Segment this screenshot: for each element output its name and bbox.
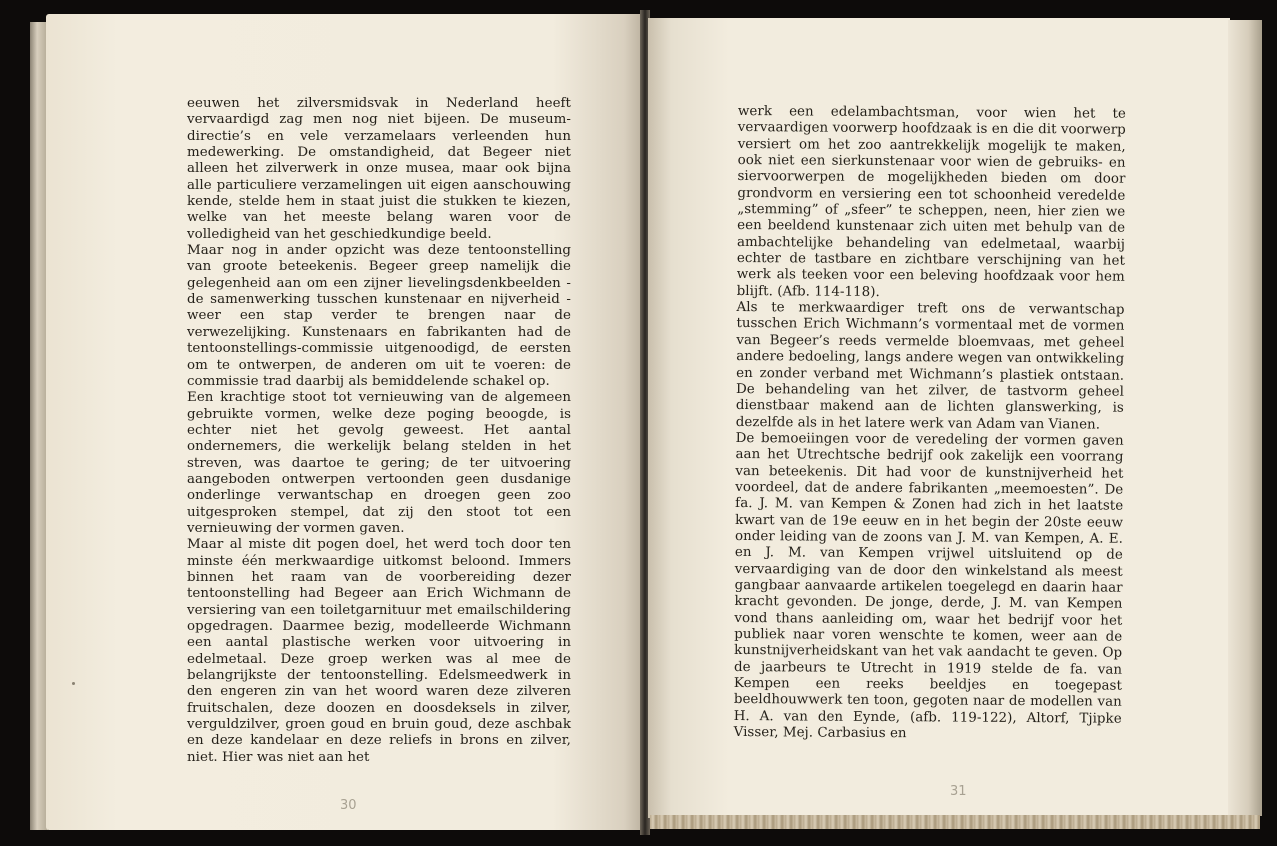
- right-page-bottom-edge: [650, 815, 1260, 829]
- left-page-text: [187, 96, 571, 766]
- right-page-number: 31: [950, 784, 967, 799]
- left-page-number: 30: [340, 798, 357, 813]
- right-page-stack-edge: [1228, 20, 1262, 816]
- right-page-text: [734, 104, 1126, 744]
- paragraph: Maar al miste dit pogen doel, het werd toch door ten minste één merkwaardige uitkomst beloond. Immers binnen het raam van de voorbereiding dezer tentoonstelling had Begeer aan Erich Wichmann de versiering van een toiletgarnituur met emailschildering opgedragen. Daarmee bezig, modelleerde Wichmann een aantal plastische werken voor uitvoering in edelmetaal. Deze groep werken was al mee de belangrijkste der tentoonstelling. Edelsmeedwerk in den engeren zin van het woord waren deze zilveren fruitschalen, deze doozen en doosdeksels in zilver, verguldzilver, groen goud en bruin goud, deze aschbak en deze kandelaar en deze reliefs in brons en zilver, niet. Hier was niet aan het: [187, 537, 571, 765]
- paragraph: De bemoeiingen voor de veredeling der vormen gaven aan het Utrechtsche bedrijf ook zakelijk een voorrang van beteekenis. Dit had voor de kunstnijverheid het voordeel, dat de andere fabrikanten „meemoesten”. De fa. J. M. van Kempen & Zonen had zich in het laatste kwart van de 19e eeuw en in het begin der 20ste eeuw onder leiding van de zoons van J. M. van Kempen, A. E. en J. M. van Kempen vrijwel uitsluitend op de vervaardiging van de door den winkelstand als meest gangbaar aanvaarde artikelen toegelegd en daarin haar kracht gevonden. De jonge, derde, J. M. van Kempen vond thans aanleiding om, waar het bedrijf voor het publiek naar voren wenschte te komen, weer aan de kunstnijverheidskant van het vak aandacht te geven. Op de jaarbeurs te Utrecht in 1919 stelde de fa. van Kempen een reeks beeldjes en toegepast beeldhouwwerk ten toon, gegoten naar de modellen van H. A. van den Eynde, (afb. 119-122), Altorf, Tjipke Visser, Mej. Carbasius en: [733, 430, 1124, 742]
- paragraph: eeuwen het zilversmidsvak in Nederland heeft vervaardigd zag men nog niet bijeen. De museum-directie’s en vele verzamelaars verleenden hun medewerking. De omstandigheid, dat Begeer niet alleen het zilverwerk in onze musea, maar ook bijna alle particuliere verzamelingen uit eigen aanschouwing kende, stelde hem in staat juist die stukken te kiezen, welke van het meeste belang waren voor de volledigheid van het geschiedkundige beeld.: [187, 96, 571, 242]
- paragraph: Een krachtige stoot tot vernieuwing van de algemeen gebruikte vormen, welke deze poging beoogde, is echter niet het gevolg geweest. Het aantal ondernemers, die werkelijk belang stelden in het streven, was daartoe te gering; de ter uitvoering aangeboden ontwerpen vertoonden geen dusdanige onderlinge verwantschap en droegen geen zoo uitgesproken stempel, dat zij den stoot tot een vernieuwing der vormen gaven.: [187, 390, 571, 536]
- paragraph: Als te merkwaardiger treft ons de verwantschap tusschen Erich Wichmann’s vormentaal met de vormen van Begeer’s reeds vermelde bloemvaas, met geheel andere bedoeling, langs andere wegen van ontwikkeling en zonder verband met Wichmann’s plastiek ontstaan. De behandeling van het zilver, de tastvorm geheel dienstbaar makend aan de lichten glanswerking, is dezelfde als in het latere werk van Adam van Vianen.: [735, 300, 1125, 433]
- paragraph: werk een edelambachtsman, voor wien het te vervaardigen voorwerp hoofdzaak is en die dit voorwerp versiert om het zoo aantrekkelijk mogelijk te maken, ook niet een sierkunstenaar voor wien de gebruiks- en siervoorwerpen de mogelijkheden bieden om door grondvorm en versiering een tot schoonheid veredelde „stemming” of „sfeer” te scheppen, neen, hier zien we een beeldend kunstenaar zich uiten met behulp van de ambachtelijke behandeling van edelmetaal, waarbij echter de tastbare en zichtbare verschijning van het werk als teeken voor een beleving hoofdzaak voor hem blijft. (Afb. 114-118).: [736, 104, 1126, 300]
- paragraph: Maar nog in ander opzicht was deze tentoonstelling van groote beteekenis. Begeer greep namelijk die gelegenheid aan om een zijner lievelingsdenkbeelden - de samenwerking tusschen kunstenaar en nijverheid - weer een stap verder te brengen naar de verwezelijking. Kunstenaars en fabrikanten had de tentoonstellings-commissie uitgenoodigd, de eersten om te ontwerpen, de anderen om uit te voeren: de commissie trad daarbij als bemiddelende schakel op.: [187, 243, 571, 389]
- paper-speck: [72, 682, 75, 685]
